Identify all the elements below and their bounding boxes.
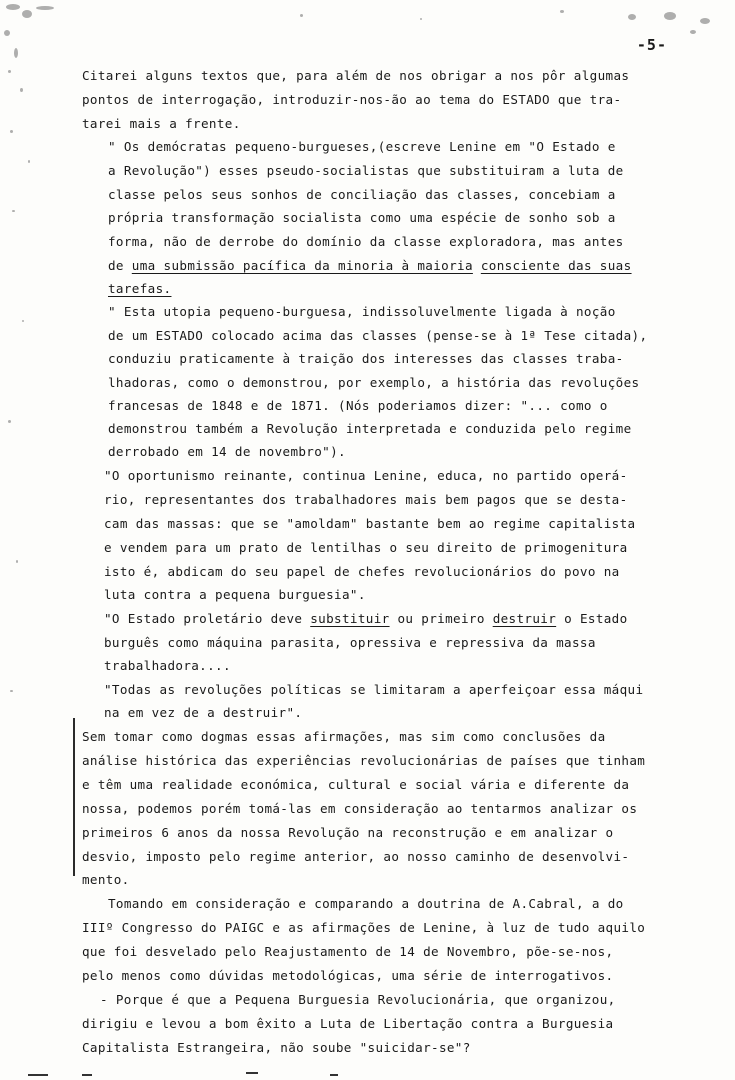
text-span: de	[108, 258, 132, 273]
text-line	[108, 260, 632, 273]
text-line: francesas de 1848 e de 1871. (Nós poderiamos dizer: "... como o	[108, 398, 608, 413]
text-line: "O oportunismo reinante, continua Lenine, educa, no partido operá-	[104, 468, 628, 483]
text-line: - Porque é que a Pequena Burguesia Revolucionária, que organizou,	[100, 992, 616, 1007]
text-line: Capitalista Estrangeira, não soube "suicidar-se"?	[82, 1040, 471, 1055]
text-line: burguês como máquina parasita, opressiva e repressiva da massa	[104, 635, 596, 650]
footer-dash	[246, 1072, 258, 1074]
underlined-phrase: uma submissão pacífica da minoria à maioria	[131, 258, 473, 273]
text-line: pelo menos como dúvidas metodológicas, uma série de interrogativos.	[82, 968, 614, 983]
text-line: Sem tomar como dogmas essas afirmações, mas sim como conclusões da	[82, 729, 606, 744]
text-span: o Estado	[556, 611, 628, 626]
underlined-phrase: consciente das suas	[480, 258, 632, 273]
text-line: dirigiu e levou a bom êxito a Luta de Libertação contra a Burguesia	[82, 1016, 614, 1031]
text-line: cam das massas: que se "amoldam" bastante bem ao regime capitalista	[104, 516, 636, 531]
text-line: tarei mais a frente.	[82, 116, 241, 131]
text-line: classe pelos seus sonhos de conciliação das classes, concebiam a	[108, 187, 616, 202]
text-line: na em vez de a destruir".	[104, 705, 303, 720]
text-span	[473, 258, 481, 273]
text-line: que foi desvelado pelo Reajustamento de 14 de Novembro, põe-se-nos,	[82, 944, 614, 959]
text-span: "O Estado proletário deve	[104, 611, 311, 626]
text-line: e vendem para um prato de lentilhas o seu direito de primogenitura	[104, 540, 628, 555]
footer-dash	[82, 1074, 92, 1076]
underlined-word: substituir	[310, 611, 390, 626]
text-line: lhadoras, como o demonstrou, por exemplo, a história das revoluções	[108, 375, 640, 390]
text-line: Tomando em consideração e comparando a doutrina de A.Cabral, a do	[108, 896, 624, 911]
text-line: forma, não de derrobe do domínio da classe exploradora, mas antes	[108, 234, 624, 249]
text-line: tarefas.	[108, 281, 172, 296]
text-line: isto é, abdicam do seu papel de chefes revolucionários do povo na	[104, 564, 620, 579]
text-line: derrobado em 14 de novembro").	[108, 444, 346, 459]
text-line: e têm uma realidade económica, cultural e social vária e diferente da	[82, 777, 630, 792]
text-line: luta contra a pequena burguesia".	[104, 587, 366, 602]
text-line: primeiros 6 anos da nossa Revolução na reconstrução e em analizar o	[82, 825, 614, 840]
text-line: pontos de interrogação, introduzir-nos-ão ao tema do ESTADO que tra-	[82, 92, 622, 107]
text-line: desvio, imposto pelo regime anterior, ao nosso caminho de desenvolvi-	[82, 849, 630, 864]
text-line: de um ESTADO colocado acima das classes (pense-se à 1ª Tese citada),	[108, 328, 648, 343]
text-line: trabalhadora....	[104, 658, 231, 673]
text-line: conduziu praticamente à traição dos interesses das classes traba-	[108, 351, 624, 366]
underlined-word: destruir	[492, 611, 557, 626]
text-line: a Revolução") esses pseudo-socialistas que substituiram a luta de	[108, 163, 624, 178]
text-line: " Esta utopia pequeno-burguesa, indissoluvelmente ligada à noção	[108, 304, 616, 319]
footer-dash	[330, 1074, 338, 1076]
text-span: ou primeiro	[389, 611, 493, 626]
text-line: rio, representantes dos trabalhadores mais bem pagos que se desta-	[104, 492, 628, 507]
margin-bar	[73, 718, 75, 876]
text-line: própria transformação socialista como uma espécie de sonho sob a	[108, 210, 616, 225]
text-line: mento.	[82, 872, 130, 887]
text-line: Citarei alguns textos que, para além de nos obrigar a nos pôr algumas	[82, 68, 630, 83]
text-line: nossa, podemos porém tomá-las em consideração ao tentarmos analizar os	[82, 801, 638, 816]
text-line: IIIº Congresso do PAIGC e as afirmações de Lenine, à luz de tudo aquilo	[82, 920, 646, 935]
footer-dash	[28, 1074, 48, 1076]
text-line: " Os demócratas pequeno-burgueses,(escreve Lenine em "O Estado e	[108, 139, 616, 154]
text-line	[104, 613, 628, 626]
text-line: análise histórica das experiências revolucionárias de países que tinham	[82, 753, 646, 768]
page-number: -5-	[636, 36, 667, 54]
text-line: demonstrou também a Revolução interpretada e conduzida pelo regime	[108, 421, 632, 436]
text-line: "Todas as revoluções políticas se limitaram a aperfeiçoar essa máqui	[104, 682, 644, 697]
